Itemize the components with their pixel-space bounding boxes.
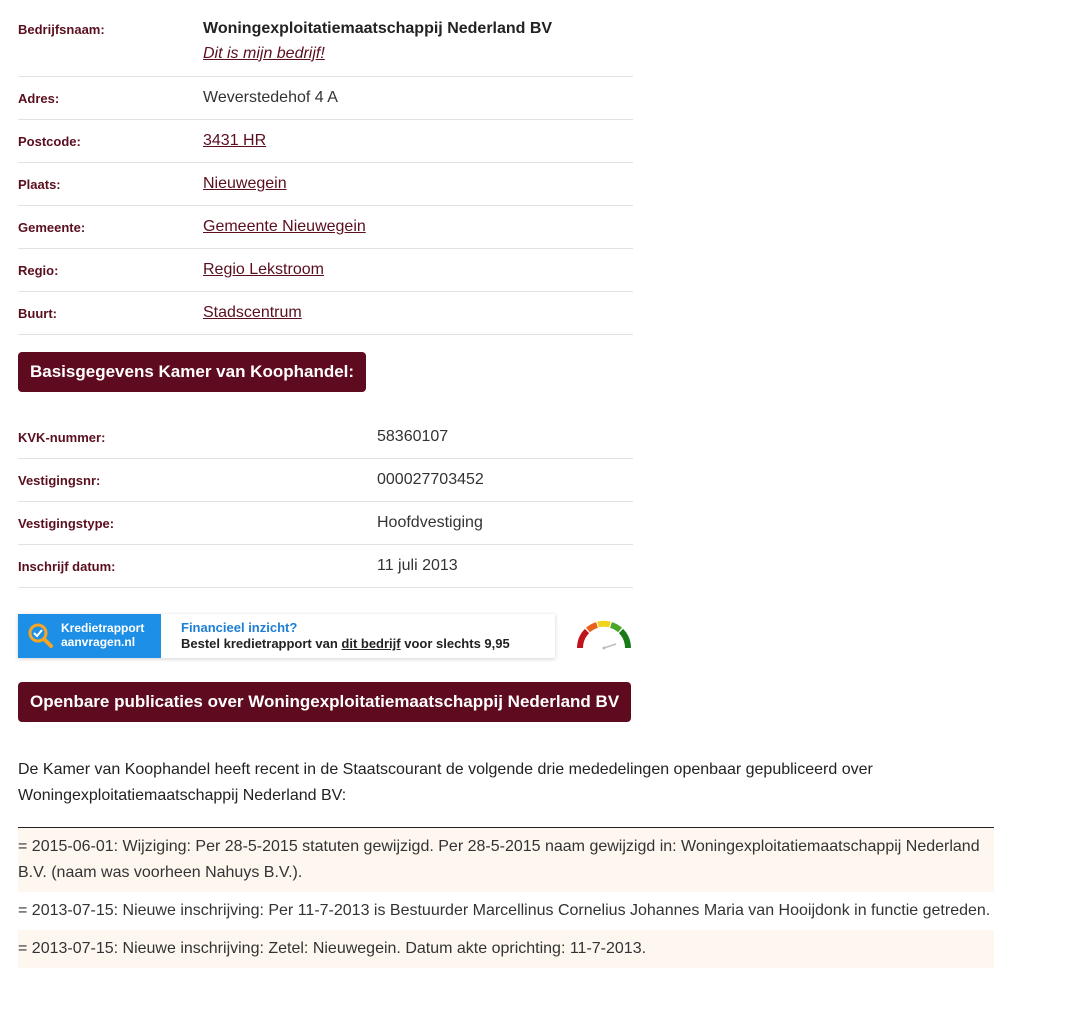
publications-list [18, 827, 994, 968]
logo-line-1: Kredietrapport [61, 621, 145, 635]
claim-company-link[interactable]: Dit is mijn bedrijf! [203, 45, 325, 62]
credit-text-before: Bestel kredietrapport van [181, 636, 342, 651]
publication-item: = 2013-07-15: Nieuwe inschrijving: Per 11-7-2013 is Bestuurder Marcellinus Cornelius Johannes Maria van Hooijdonk in functie getreden. [18, 902, 991, 919]
postcode-link[interactable]: 3431 HR [203, 132, 267, 149]
credit-report-logo-text [61, 621, 144, 649]
branch-type-label: Vestigingstype: [18, 516, 115, 531]
branch-number-label: Vestigingsnr: [18, 473, 101, 488]
postcode-label: Postcode: [18, 134, 81, 149]
publications-intro: De Kamer van Koophandel heeft recent in de Staatscourant de volgende drie mededelingen openbaar gepubliceerd over Woningexploitatiemaatschappij Nederland BV: [18, 761, 873, 804]
registration-date-row [18, 545, 633, 588]
address-row [18, 77, 633, 120]
company-name-row [18, 0, 633, 77]
credit-banner-text [181, 636, 510, 651]
kvk-number-row [18, 416, 633, 459]
credit-report-banner[interactable] [18, 614, 555, 658]
address-label: Adres: [18, 91, 60, 106]
branch-type-row [18, 502, 633, 545]
registration-date-value: 11 juli 2013 [377, 557, 458, 574]
publication-item: = 2015-06-01: Wijziging: Per 28-5-2015 statuten gewijzigd. Per 28-5-2015 naam gewijzigd in: Woningexploitatiemaatschappij Nederland B.V. (naam was voorheen Nahuys B.V.). [18, 828, 994, 892]
postcode-row [18, 120, 633, 163]
credit-text-link[interactable]: dit bedrijf [341, 636, 401, 651]
company-name: Woningexploitatiemaatschappij Nederland BV [203, 20, 553, 37]
neighbourhood-label: Buurt: [18, 306, 57, 321]
kvk-info-table [18, 416, 633, 588]
kvk-number-value: 58360107 [377, 428, 449, 445]
city-label: Plaats: [18, 177, 61, 192]
credit-gauge-icon [575, 618, 633, 657]
credit-report-logo[interactable] [18, 614, 161, 658]
city-link[interactable]: Nieuwegein [203, 175, 287, 192]
region-label: Regio: [18, 263, 59, 278]
neighbourhood-link[interactable]: Stadscentrum [203, 304, 302, 321]
publications-heading: Openbare publicaties over Woningexploitatiemaatschappij Nederland BV [18, 682, 631, 722]
kvk-section-heading: Basisgegevens Kamer van Koophandel: [18, 352, 366, 392]
registration-date-label: Inschrijf datum: [18, 559, 116, 574]
credit-banner-headline: Financieel inzicht? [181, 620, 298, 635]
credit-text-after: voor slechts 9,95 [400, 636, 510, 651]
municipality-label: Gemeente: [18, 220, 86, 235]
company-info-table [18, 0, 633, 335]
city-row [18, 163, 633, 206]
municipality-link[interactable]: Gemeente Nieuwegein [203, 218, 366, 235]
magnifier-check-icon [27, 622, 55, 655]
region-row [18, 249, 633, 292]
address-value: Weverstedehof 4 A [203, 89, 338, 106]
branch-number-value: 000027703452 [377, 471, 484, 488]
municipality-row [18, 206, 633, 249]
region-link[interactable]: Regio Lekstroom [203, 261, 324, 278]
publication-item: = 2013-07-15: Nieuwe inschrijving: Zetel: Nieuwegein. Datum akte oprichting: 11-7-2013. [18, 930, 994, 968]
branch-type-value: Hoofdvestiging [377, 514, 483, 531]
kvk-number-label: KVK-nummer: [18, 430, 106, 445]
logo-line-2: aanvragen.nl [61, 635, 136, 649]
neighbourhood-row [18, 292, 633, 335]
branch-number-row [18, 459, 633, 502]
company-name-label: Bedrijfsnaam: [18, 22, 105, 37]
